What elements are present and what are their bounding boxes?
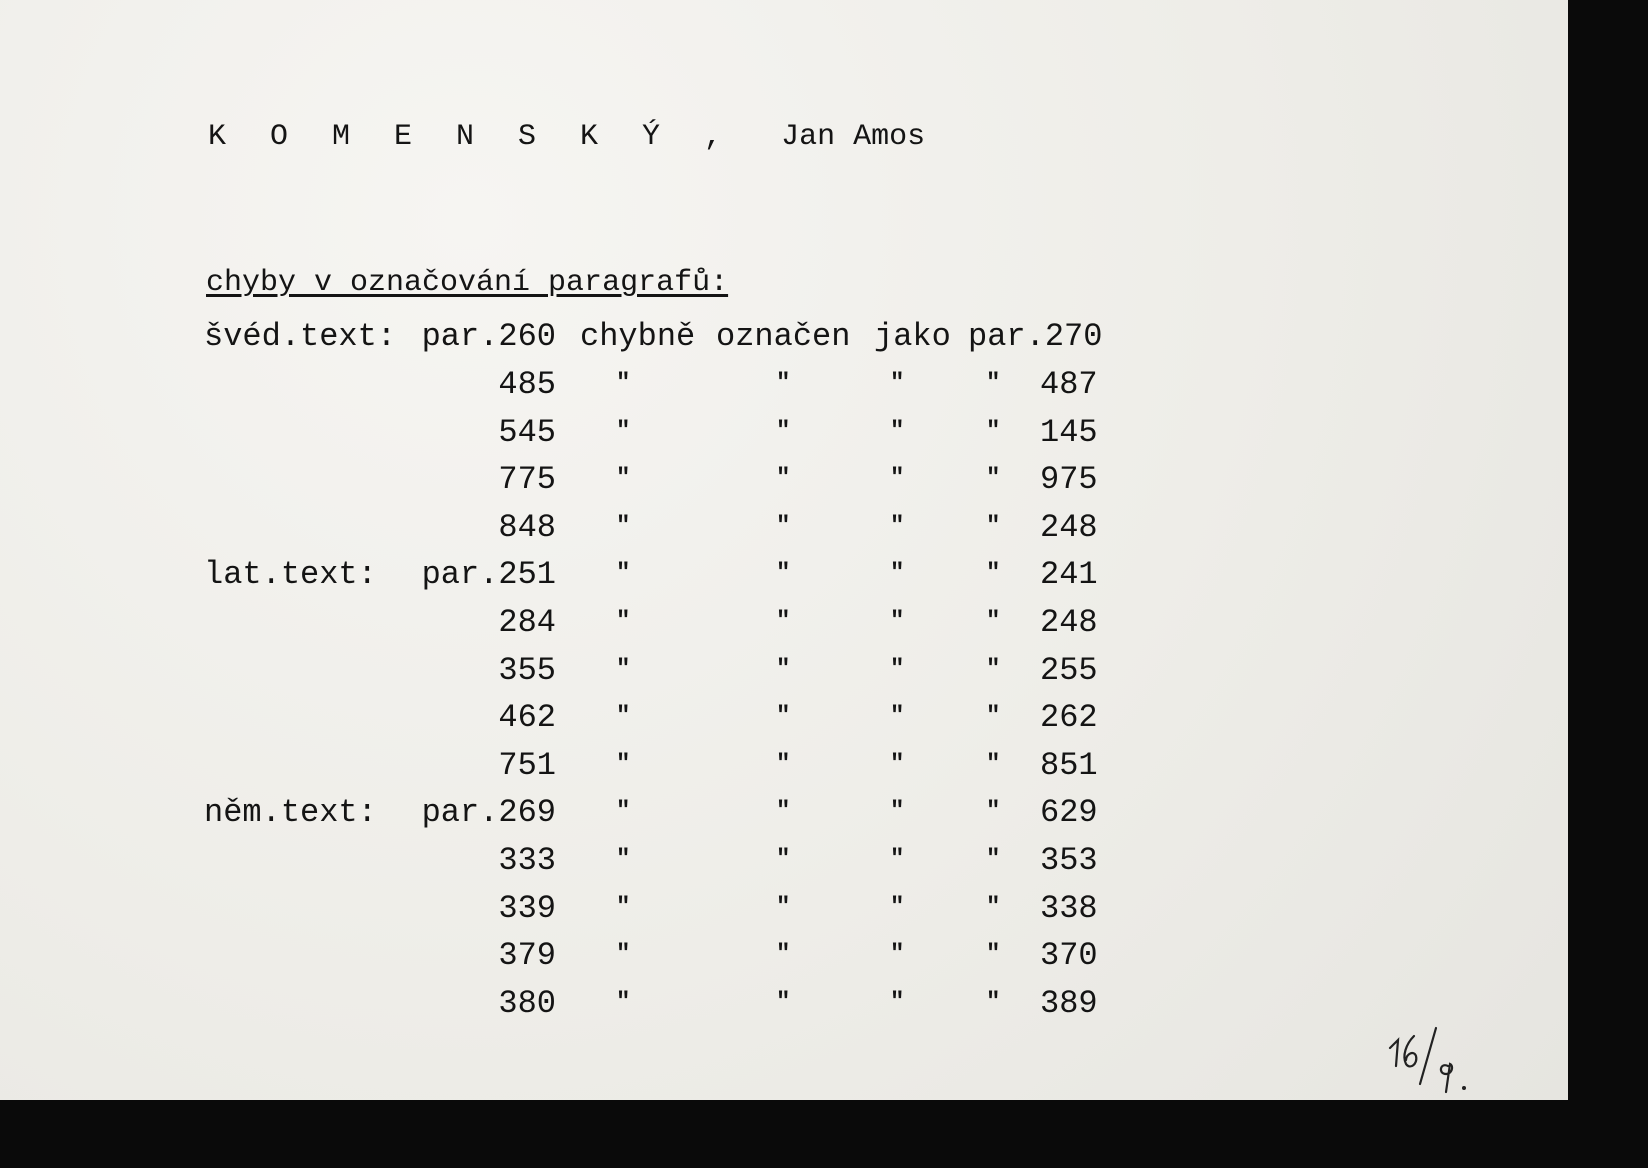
row-target: 629: [1040, 794, 1098, 832]
row-target: 389: [1040, 984, 1098, 1022]
row-number: 284: [498, 604, 556, 641]
ditto-mark: ": [986, 655, 1001, 683]
row-target: 353: [1040, 842, 1098, 879]
row-target: 487: [1040, 366, 1098, 403]
ditto-mark: ": [616, 417, 631, 445]
ditto-mark: ": [616, 988, 631, 1016]
ditto-mark: ": [986, 988, 1001, 1016]
ditto-mark: ": [776, 512, 791, 540]
author-given-name: Jan Amos: [781, 120, 926, 154]
row-number: 462: [498, 699, 556, 737]
ditto-mark: ": [890, 417, 905, 445]
row-target: par.270: [968, 318, 1103, 355]
ditto-mark: ": [616, 893, 631, 921]
ditto-mark: ": [890, 893, 905, 921]
ditto-mark: ": [890, 988, 905, 1016]
author-surname: K O M E N S K Ý ,: [208, 120, 736, 154]
ditto-mark: ": [616, 750, 631, 778]
ditto-mark: ": [986, 798, 1001, 826]
row-target: 338: [1040, 889, 1098, 927]
ditto-mark: ": [890, 655, 905, 683]
ditto-mark: ": [776, 846, 791, 873]
ditto-mark: ": [890, 560, 905, 588]
row-number: 545: [498, 413, 556, 451]
ditto-mark: ": [986, 417, 1001, 445]
ditto-mark: ": [776, 560, 791, 588]
ditto-mark: ": [890, 370, 905, 397]
card-heading: [208, 120, 925, 154]
handwritten-note-16-9: [1384, 1022, 1474, 1094]
ditto-mark: ": [890, 798, 905, 826]
ditto-mark: ": [776, 941, 791, 969]
row-number: 380: [498, 984, 556, 1022]
ditto-mark: ": [776, 465, 791, 493]
row-number: 775: [498, 461, 556, 499]
row-target: 248: [1040, 604, 1098, 641]
ditto-mark: ": [890, 512, 905, 540]
row-number: 333: [498, 842, 556, 879]
row-label: lat.text:: [204, 556, 377, 594]
row-number: 751: [498, 746, 556, 784]
ditto-mark: ": [616, 846, 631, 873]
ditto-mark: ": [776, 703, 791, 731]
ditto-mark: ": [986, 608, 1001, 635]
ditto-mark: ": [616, 560, 631, 588]
ditto-mark: ": [890, 941, 905, 969]
row-number: 848: [498, 508, 556, 546]
ditto-mark: ": [616, 370, 631, 397]
row-target: 262: [1040, 699, 1098, 737]
ditto-mark: ": [986, 465, 1001, 493]
row-target: 145: [1040, 413, 1098, 451]
ditto-mark: ": [616, 798, 631, 826]
row-target: 241: [1040, 556, 1098, 594]
row-number: 485: [498, 366, 556, 403]
ditto-mark: ": [890, 846, 905, 873]
ditto-mark: ": [986, 750, 1001, 778]
row-target: 370: [1040, 937, 1098, 975]
ditto-mark: ": [986, 846, 1001, 873]
ditto-mark: ": [776, 750, 791, 778]
row-number: par.269: [421, 794, 556, 832]
row-label: švéd.text:: [204, 318, 397, 355]
ditto-mark: ": [986, 703, 1001, 731]
ditto-mark: ": [616, 512, 631, 540]
section-title: chyby v označování paragrafů:: [206, 266, 729, 300]
row-label: něm.text:: [204, 794, 377, 832]
ditto-mark: ": [776, 798, 791, 826]
ditto-mark: ": [776, 608, 791, 635]
ditto-mark: ": [616, 608, 631, 635]
row-target: 851: [1040, 746, 1098, 784]
row-target: 255: [1040, 651, 1098, 689]
scan-border-bottom: [0, 1100, 1648, 1168]
ditto-mark: ": [890, 465, 905, 493]
ditto-mark: ": [616, 703, 631, 731]
row-target: 975: [1040, 461, 1098, 499]
ditto-mark: ": [986, 512, 1001, 540]
ditto-mark: ": [616, 655, 631, 683]
ditto-mark: ": [890, 750, 905, 778]
ditto-mark: ": [890, 608, 905, 635]
ditto-mark: ": [616, 941, 631, 969]
row-number: par.260: [421, 318, 556, 355]
ditto-mark: ": [986, 893, 1001, 921]
row-number: par.251: [421, 556, 556, 594]
ditto-mark: ": [986, 370, 1001, 397]
row-word-chybne: chybně: [580, 318, 696, 355]
row-word-oznacen: označen: [716, 318, 851, 355]
ditto-mark: ": [776, 893, 791, 921]
ditto-mark: ": [776, 655, 791, 683]
ditto-mark: ": [776, 417, 791, 445]
ditto-mark: ": [986, 941, 1001, 969]
row-number: 379: [498, 937, 556, 975]
ditto-mark: ": [890, 703, 905, 731]
row-number: 339: [498, 889, 556, 927]
row-target: 248: [1040, 508, 1098, 546]
ditto-mark: ": [986, 560, 1001, 588]
ditto-mark: ": [776, 370, 791, 397]
ditto-mark: ": [776, 988, 791, 1016]
row-word-jako: jako: [874, 318, 951, 355]
row-number: 355: [498, 651, 556, 689]
ditto-mark: ": [616, 465, 631, 493]
scan-border-right: [1568, 0, 1648, 1168]
